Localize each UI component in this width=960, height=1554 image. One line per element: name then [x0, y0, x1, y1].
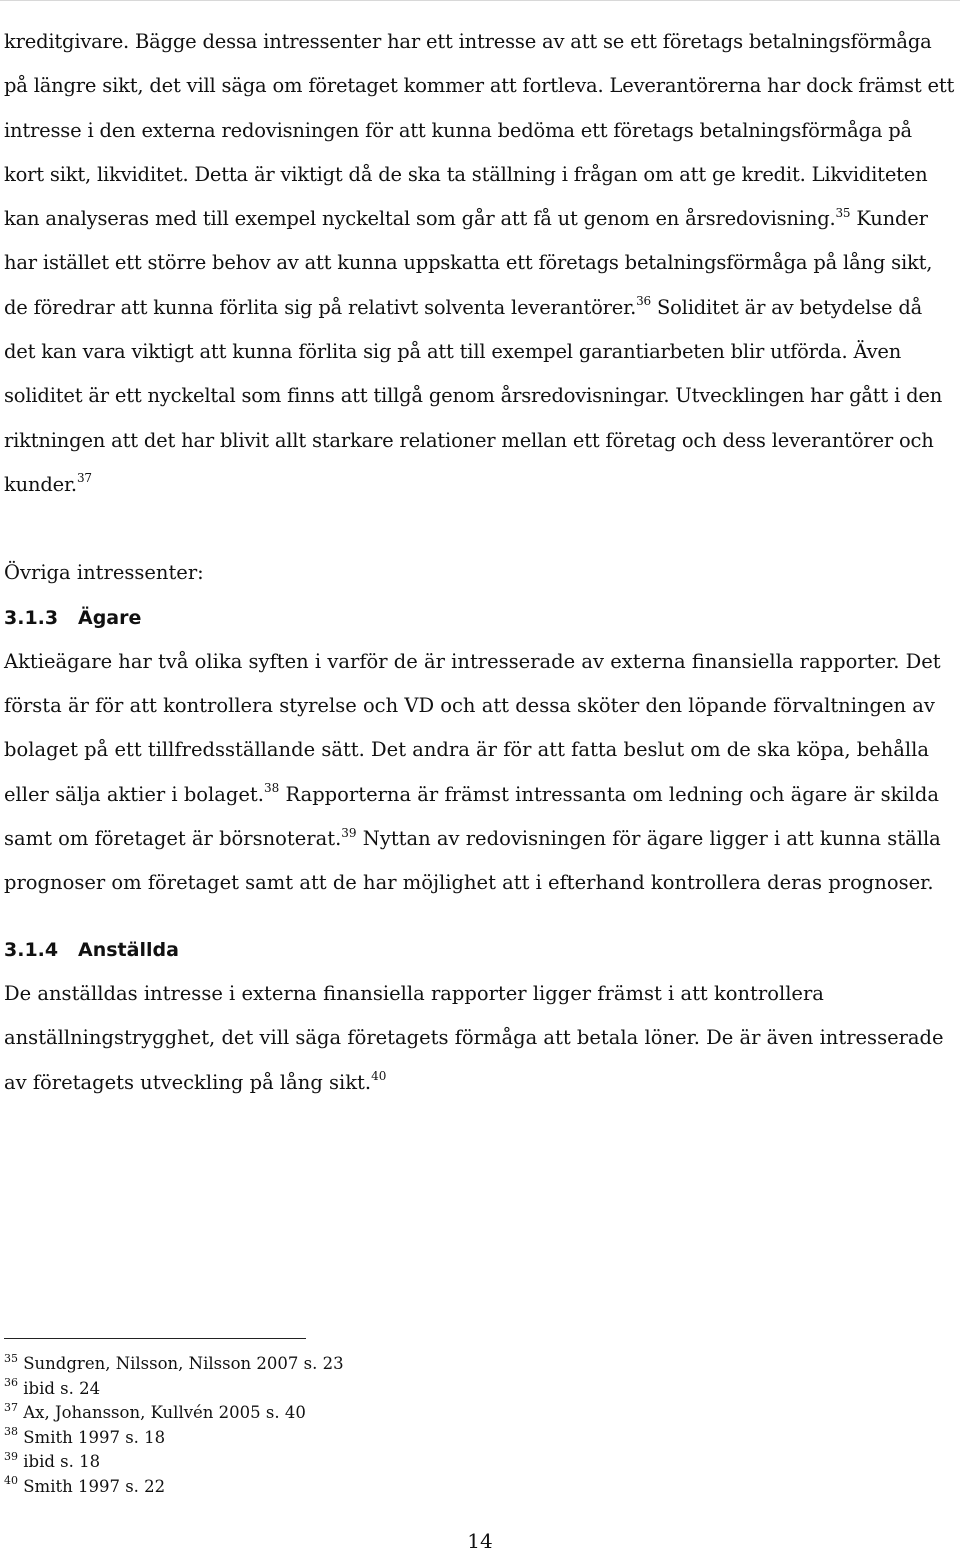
footnote-text: ibid s. 18	[18, 1452, 101, 1472]
body-paragraph-creditors	[4, 20, 956, 507]
paragraph-text: Soliditet är av betydelse då det kan vara viktigt att kunna förlita sig på att till exempel garantiarbeten blir utförda. Även soliditet är ett nyckeltal som finns att tillgå genom årsredovisningar. Utvecklingen har gått i den riktningen att det har blivit allt starkare relationer mellan ett företag och dess leverantörer och kunder.	[4, 295, 943, 496]
footnote-ref-38: 38	[263, 781, 280, 796]
footnote-36	[4, 1377, 704, 1402]
section-number: 3.1.4	[4, 938, 59, 961]
footnote-ref-35: 35	[835, 205, 851, 220]
footnote-number: 37	[4, 1400, 18, 1414]
footnote-35	[4, 1352, 704, 1377]
footnote-separator	[4, 1338, 306, 1339]
document-page	[4, 20, 956, 1105]
section-title: Ägare	[78, 606, 142, 629]
section-number: 3.1.3	[4, 606, 59, 629]
footnote-ref-37: 37	[76, 471, 92, 486]
footnote-38	[4, 1426, 704, 1451]
footnote-ref-36: 36	[636, 294, 651, 309]
page-number: 14	[467, 1529, 493, 1553]
footnote-number: 35	[4, 1351, 18, 1365]
paragraph-text: Kunder har istället ett större behov av att kunna uppskatta ett företags betalningsförmåga på lång sikt, de föredrar att kunna förlita sig på relativt solventa leverantörer.	[4, 207, 933, 319]
footnote-text: ibid s. 24	[18, 1378, 101, 1398]
paragraph-text: De anställdas intresse i externa finansiella rapporter ligger främst i att kontrollera anställningstrygghet, det vill säga företagets förmåga att betala löner. De är även intresserade av företagets utveckling på lång sikt.	[4, 981, 944, 1094]
footnote-number: 36	[4, 1376, 18, 1390]
footnote-text: Smith 1997 s. 18	[18, 1427, 166, 1447]
body-paragraph-employees	[4, 972, 956, 1105]
footnote-39	[4, 1450, 704, 1475]
section-heading-owners	[4, 596, 956, 640]
footnote-text: Ax, Johansson, Kullvén 2005 s. 40	[18, 1403, 306, 1423]
footnote-37	[4, 1401, 704, 1426]
page-top-rule	[0, 0, 960, 1]
footnote-text: Smith 1997 s. 22	[18, 1476, 166, 1496]
footnote-text: Sundgren, Nilsson, Nilsson 2007 s. 23	[18, 1354, 344, 1373]
paragraph-text: kreditgivare. Bägge dessa intressenter har ett intresse av att se ett företags betalningsförmåga på längre sikt, det vill säga om företaget kommer att fortleva. Leverantörerna har dock främst ett intresse i den externa redovisningen för att kunna bedöma ett företags betalningsförmåga på kort sikt, likviditet. Detta är viktigt då de ska ta ställning i frågan om att ge kredit. Likviditeten kan analyseras med till exempel nyckeltal som går att få ut genom en årsredovisning.	[4, 30, 955, 231]
footnotes-list	[4, 1352, 704, 1500]
section-heading-employees	[4, 928, 956, 972]
paragraph-text: Aktieägare har två olika syften i varför de är intresserade av externa finansiella rapporter. Det första är för att kontrollera styrelse och VD och att dessa sköter den löpande förvaltningen av bolaget på ett tillfredsställande sätt. Det andra är för att fatta beslut om de ska köpa, behålla eller sälja aktier i bolaget.	[4, 649, 941, 806]
footnote-number: 40	[4, 1474, 18, 1488]
footnote-number: 38	[4, 1425, 18, 1439]
footnote-ref-39: 39	[341, 825, 357, 840]
footnote-ref-40: 40	[371, 1069, 387, 1084]
body-paragraph-owners	[4, 640, 956, 906]
footnote-number: 39	[4, 1449, 18, 1463]
footnote-40	[4, 1475, 704, 1500]
other-stakeholders-heading: Övriga intressenter:	[4, 561, 204, 585]
paragraph-text: Nyttan av redovisningen för ägare ligger i att kunna ställa prognoser om företaget samt att de har möjlighet att i efterhand kontrollera deras prognoser.	[4, 827, 941, 895]
paragraph-text: Rapporterna är främst intressanta om ledning och ägare är skilda samt om företaget är börsnoterat.	[4, 782, 939, 851]
section-title: Anställda	[78, 938, 179, 961]
